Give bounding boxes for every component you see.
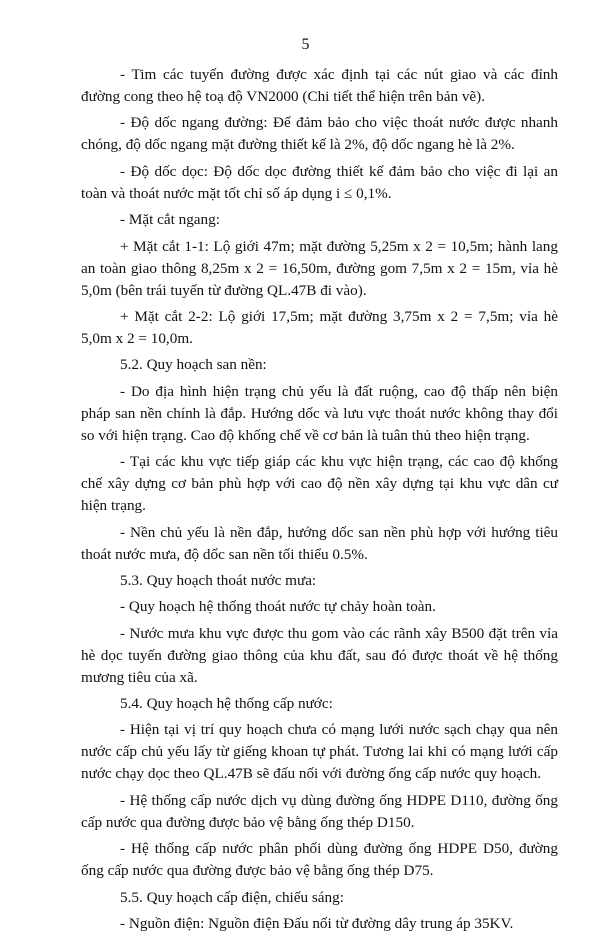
paragraph-power-source: - Nguồn điện: Nguồn điện Đấu nối từ đường dây trung áp 35KV. bbox=[120, 915, 514, 933]
paragraph-service-pipe: - Hệ thống cấp nước dịch vụ dùng đường ống HDPE D110, đường ống cấp nước qua đường được bảo vệ bằng ống thép D150. bbox=[81, 791, 558, 831]
paragraph-gravity-drainage: - Quy hoạch hệ thống thoát nước tự chảy hoàn toàn. bbox=[120, 598, 436, 616]
paragraph-section-2-2: + Mặt cắt 2-2: Lộ giới 17,5m; mặt đường 3,75m x 2 = 7,5m; vỉa hè 5,0m x 2 = 10,0m. bbox=[81, 307, 558, 347]
section-heading-5-5: 5.5. Quy hoạch cấp điện, chiếu sáng: bbox=[120, 888, 344, 906]
paragraph-section-1-1: + Mặt cắt 1-1: Lộ giới 47m; mặt đường 5,25m x 2 = 10,5m; hành lang an toàn giao thông 8,25m x 2 = 16,50m, đường gom 7,5m x 2 = 15m, vỉa hè 5,0m (bên trái tuyến từ đường QL.47B đi vào). bbox=[81, 237, 558, 299]
section-heading-5-4: 5.4. Quy hoạch hệ thống cấp nước: bbox=[120, 695, 333, 713]
page-number: 5 bbox=[301, 36, 310, 53]
paragraph-longitudinal-slope: - Độ dốc dọc: Độ dốc dọc đường thiết kế đảm bảo cho việc đi lại an toàn và thoát nước mặt tốt chỉ số áp dụng i ≤ 0,1%. bbox=[81, 162, 558, 202]
paragraph-fill-slope: - Nền chủ yếu là nền đắp, hướng dốc san nền phù hợp với hướng tiêu thoát nước mưa, độ dốc san nền tối thiểu 0.5%. bbox=[81, 523, 558, 563]
section-heading-5-2: 5.2. Quy hoạch san nền: bbox=[120, 356, 267, 374]
paragraph-rainwater-collection: - Nước mưa khu vực được thu gom vào các rãnh xây B500 đặt trên vỉa hè dọc tuyến đường giao thông của khu đất, sau đó được thoát về hệ thống mương tiêu của xã. bbox=[81, 624, 558, 686]
paragraph-cross-slope: - Độ dốc ngang đường: Để đảm bảo cho việc thoát nước được nhanh chóng, độ dốc ngang mặt đường thiết kế là 2%, độ dốc ngang hè là 2%. bbox=[81, 114, 558, 154]
paragraph-terrain: - Do địa hình hiện trạng chủ yếu là đất ruộng, cao độ thấp nên biện pháp san nền chính là đắp. Hướng dốc và lưu vực thoát nước không thay đổi so với hiện trạng. Cao độ khống chế về cơ bản là tuân thủ theo hiện trạng. bbox=[81, 382, 558, 444]
paragraph-adjacent-areas: - Tại các khu vực tiếp giáp các khu vực hiện trạng, các cao độ khống chế xây dựng cơ bản phù hợp với cao độ nền xây dựng tại khu vực dân cư hiện trạng. bbox=[81, 453, 558, 515]
paragraph-route-coordinates: - Tim các tuyến đường được xác định tại các nút giao và các đỉnh đường cong theo hệ toạ độ VN2000 (Chi tiết thể hiện trên bản vẽ). bbox=[81, 66, 558, 105]
paragraph-cross-section-heading: - Mặt cắt ngang: bbox=[120, 211, 220, 229]
body-text bbox=[81, 64, 558, 939]
paragraph-water-source: - Hiện tại vị trí quy hoạch chưa có mạng lưới nước sạch chạy qua nên nước cấp chủ yếu lấy từ giếng khoan tự phát. Tương lai khi có mạng lưới cấp nước chạy dọc theo QL.47B sẽ đấu nối với đường ống cấp nước quy hoạch. bbox=[81, 721, 558, 783]
paragraph-distribution-pipe: - Hệ thống cấp nước phân phối dùng đường ống HDPE D50, đường ống cấp nước qua đường được bảo vệ bằng ống thép D75. bbox=[81, 840, 558, 880]
section-heading-5-3: 5.3. Quy hoạch thoát nước mưa: bbox=[120, 571, 317, 589]
